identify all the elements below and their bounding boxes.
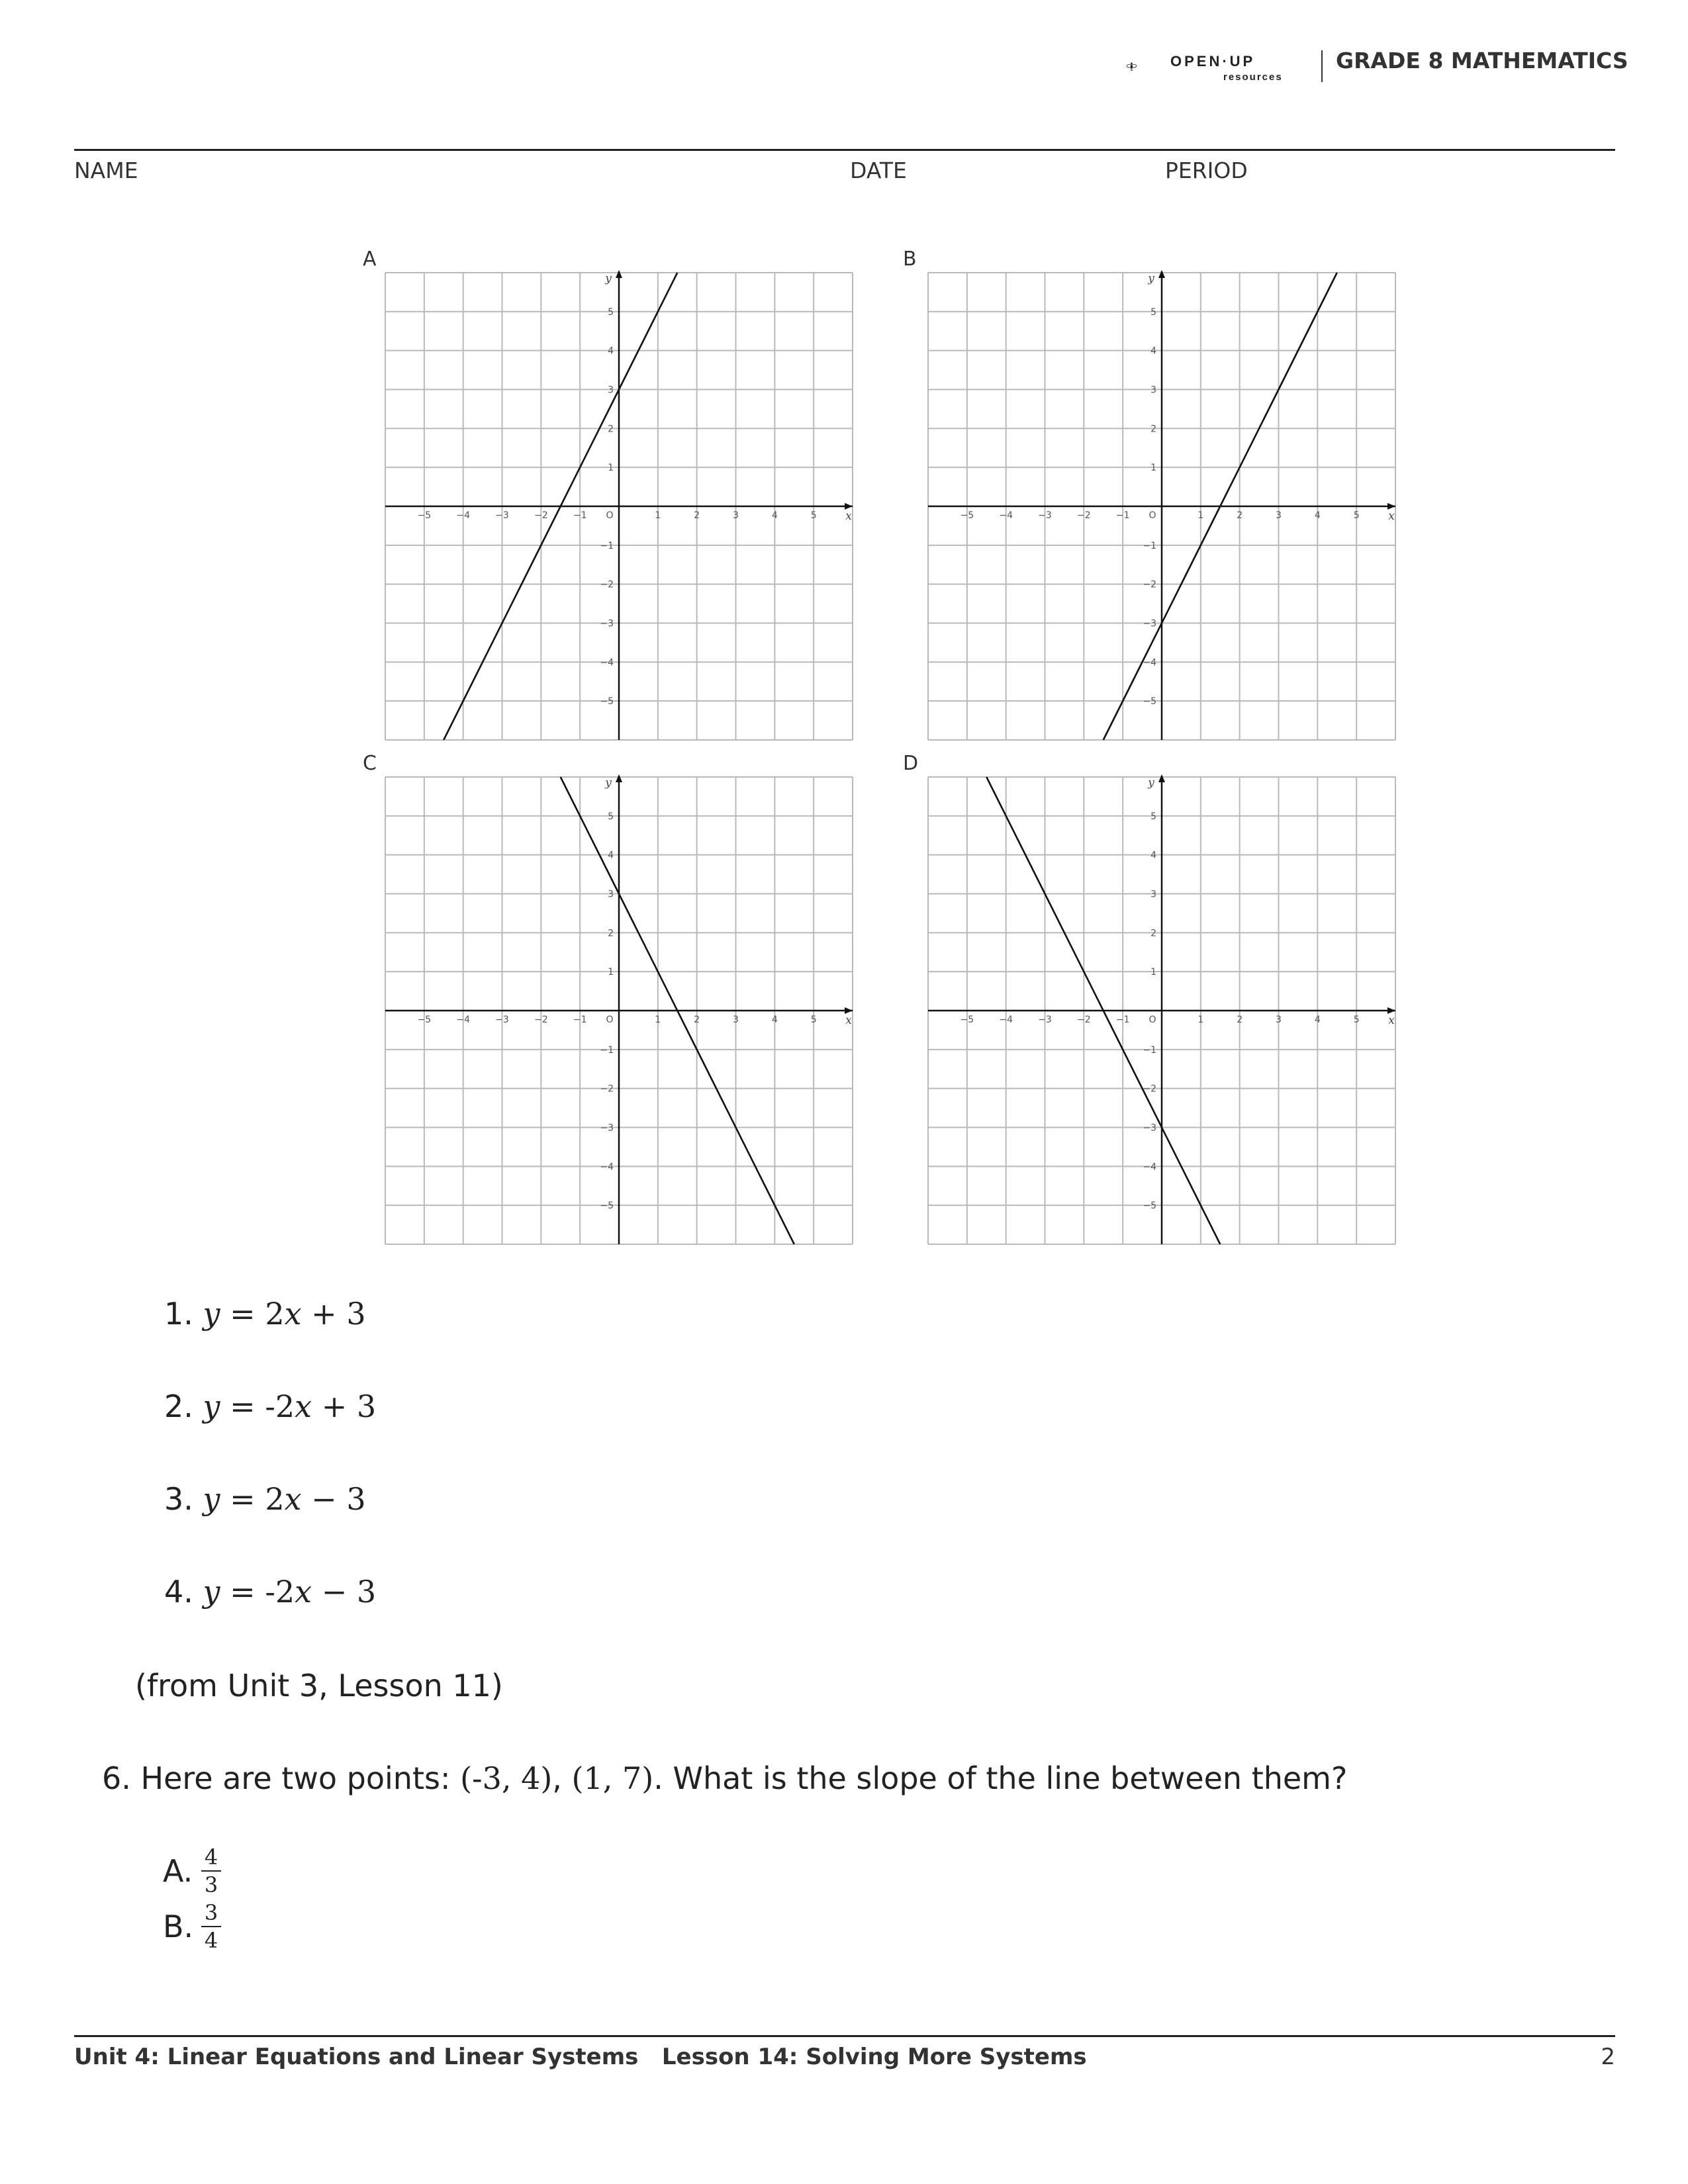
x-tick-label: 1: [1197, 510, 1204, 521]
date-label: DATE: [850, 158, 907, 183]
footer-rule: [74, 2035, 1615, 2037]
equation-var: x: [295, 1388, 312, 1424]
equation-op: +: [301, 1296, 347, 1332]
x-tick-label: 5: [810, 1015, 817, 1025]
question-suffix: . What is the slope of the line between them?: [653, 1760, 1348, 1796]
x-axis-arrow: [1387, 1007, 1395, 1014]
equation-const: 3: [346, 1296, 366, 1332]
choice-a-label: A.: [163, 1853, 193, 1889]
y-axis-name: y: [605, 776, 612, 790]
y-tick-label: 4: [1150, 850, 1156, 861]
y-tick-label: −3: [600, 1122, 614, 1134]
x-tick-label: 3: [1276, 1015, 1282, 1025]
header-divider: [1321, 50, 1323, 82]
x-axis-arrow: [1387, 503, 1395, 510]
x-tick-label: −2: [1077, 510, 1091, 521]
equation-coef: 2: [265, 1296, 285, 1332]
x-tick-label: −4: [999, 1015, 1013, 1025]
y-tick-label: −3: [1143, 1122, 1156, 1134]
x-tick-label: 2: [694, 1015, 700, 1025]
x-tick-label: −5: [417, 1015, 432, 1025]
y-axis-arrow: [616, 270, 622, 278]
y-tick-label: 5: [1150, 811, 1156, 822]
equation-equals: =: [220, 1296, 265, 1332]
y-tick-label: −1: [1143, 1044, 1156, 1056]
y-tick-label: −5: [1143, 1201, 1156, 1212]
page-number: 2: [1601, 2044, 1615, 2070]
question-prefix: Here are two points:: [140, 1760, 461, 1796]
x-tick-label: −3: [1038, 1015, 1052, 1025]
y-tick-label: 1: [1150, 967, 1156, 978]
equation-lhs: y: [203, 1296, 220, 1332]
x-tick-label: −2: [1077, 1015, 1091, 1025]
equation-lhs: y: [203, 1574, 220, 1610]
equation-var: x: [295, 1574, 312, 1610]
equation-const: 3: [346, 1481, 366, 1517]
y-tick-label: 3: [1150, 385, 1156, 396]
equation-coef: -2: [265, 1574, 295, 1610]
x-tick-label: −1: [1115, 510, 1130, 521]
x-tick-label: −2: [534, 1015, 548, 1025]
equation-op: −: [312, 1574, 357, 1610]
graph-d-label: D: [903, 752, 919, 775]
y-axis-name: y: [605, 272, 612, 285]
equation-lhs: y: [203, 1481, 220, 1517]
x-tick-label: −3: [1038, 510, 1052, 521]
equation-var: x: [284, 1296, 302, 1332]
logo-subtext: resources: [1223, 71, 1283, 83]
x-tick-label: −1: [573, 1015, 587, 1025]
equation-4: [164, 1574, 376, 1610]
origin-label: O: [606, 510, 614, 521]
footer-unit: Unit 4: Linear Equations and Linear Systems: [74, 2044, 639, 2070]
y-tick-label: −3: [600, 618, 614, 629]
graph-c-label: C: [363, 752, 377, 775]
x-tick-label: −3: [495, 510, 509, 521]
footer-lesson: Lesson 14: Solving More Systems: [661, 2044, 1087, 2070]
y-axis-arrow: [1158, 270, 1165, 278]
equation-number: 1.: [164, 1296, 193, 1332]
y-tick-label: 2: [1150, 424, 1156, 435]
question-number: 6.: [102, 1760, 131, 1796]
choice-b-label: B.: [163, 1909, 194, 1944]
y-tick-label: −5: [600, 696, 614, 707]
y-tick-label: 4: [1150, 345, 1156, 357]
y-tick-label: 4: [608, 850, 614, 861]
x-tick-label: −5: [960, 1015, 974, 1025]
x-tick-label: 3: [733, 1015, 739, 1025]
x-axis-name: x: [845, 510, 852, 523]
x-tick-label: −4: [456, 510, 470, 521]
equation-const: 3: [356, 1388, 377, 1424]
x-tick-label: −5: [417, 510, 432, 521]
y-tick-label: −3: [1143, 618, 1156, 629]
y-tick-label: 5: [608, 306, 614, 318]
equation-number: 4.: [164, 1574, 193, 1610]
fraction-bar: [201, 1870, 221, 1872]
y-tick-label: −4: [600, 657, 614, 668]
x-tick-label: 5: [1353, 1015, 1360, 1025]
origin-label: O: [1149, 1015, 1156, 1025]
name-label: NAME: [74, 158, 138, 183]
question-separator: ,: [552, 1760, 572, 1796]
y-tick-label: 3: [608, 889, 614, 900]
period-label: PERIOD: [1165, 158, 1248, 183]
equation-coef: -2: [265, 1388, 295, 1424]
choice-b-fraction: [201, 1902, 221, 1951]
x-tick-label: 4: [771, 1015, 778, 1025]
equation-lhs: y: [203, 1388, 220, 1424]
y-tick-label: −1: [1143, 540, 1156, 551]
equation-equals: =: [220, 1481, 265, 1517]
fraction-numerator: 3: [204, 1900, 218, 1925]
x-tick-label: −5: [960, 510, 974, 521]
y-tick-label: 1: [608, 967, 614, 978]
y-tick-label: 1: [608, 463, 614, 474]
equation-number: 3.: [164, 1481, 193, 1517]
source-note: (from Unit 3, Lesson 11): [135, 1668, 503, 1704]
y-tick-label: 4: [608, 345, 614, 357]
x-tick-label: 4: [1314, 1015, 1321, 1025]
equation-coef: 2: [265, 1481, 285, 1517]
equation-op: −: [301, 1481, 347, 1517]
fraction-numerator: 4: [204, 1844, 218, 1870]
y-tick-label: −2: [600, 1083, 614, 1095]
graph-d: [928, 777, 1395, 1244]
fraction-bar: [201, 1926, 221, 1927]
x-tick-label: 2: [1237, 510, 1243, 521]
x-tick-label: 3: [733, 510, 739, 521]
x-tick-label: −4: [999, 510, 1013, 521]
x-axis-arrow: [845, 503, 853, 510]
x-tick-label: 1: [1197, 1015, 1204, 1025]
x-tick-label: −1: [573, 510, 587, 521]
x-tick-label: −2: [534, 510, 548, 521]
equation-2: [164, 1388, 376, 1424]
x-axis-name: x: [845, 1014, 852, 1027]
x-tick-label: −3: [495, 1015, 509, 1025]
y-tick-label: 2: [608, 424, 614, 435]
x-tick-label: 4: [1314, 510, 1321, 521]
equation-op: +: [312, 1388, 357, 1424]
logo-wordmark: OPEN·UP: [1170, 53, 1256, 69]
graph-c: [385, 777, 853, 1244]
name-line: [74, 149, 1615, 151]
x-tick-label: 5: [1353, 510, 1360, 521]
equation-3: [164, 1481, 366, 1517]
x-axis-name: x: [1388, 1014, 1395, 1027]
y-tick-label: 2: [608, 928, 614, 939]
y-tick-label: 1: [1150, 463, 1156, 474]
x-tick-label: 1: [655, 510, 661, 521]
open-up-resources-logo-icon: [1125, 46, 1172, 87]
graph-a-label: A: [363, 248, 377, 271]
equation-number: 2.: [164, 1388, 193, 1424]
origin-label: O: [1149, 510, 1156, 521]
equation-1: [164, 1296, 366, 1332]
y-tick-label: −2: [600, 579, 614, 590]
footer-unit-lesson: [74, 2044, 1087, 2070]
equation-equals: =: [220, 1574, 265, 1610]
graph-b-label: B: [903, 248, 917, 271]
x-tick-label: 3: [1276, 510, 1282, 521]
fraction-denominator: 4: [204, 1928, 218, 1953]
question-6: [102, 1760, 1347, 1796]
origin-label: O: [606, 1015, 614, 1025]
document-title: GRADE 8 MATHEMATICS: [1336, 48, 1628, 73]
x-tick-label: 4: [771, 510, 778, 521]
y-tick-label: −2: [1143, 579, 1156, 590]
y-tick-label: 5: [1150, 306, 1156, 318]
point-1: (-3, 4): [460, 1760, 553, 1796]
y-tick-label: 2: [1150, 928, 1156, 939]
y-tick-label: −4: [1143, 1161, 1156, 1173]
y-tick-label: 5: [608, 811, 614, 822]
x-axis-arrow: [845, 1007, 853, 1014]
y-tick-label: −4: [1143, 657, 1156, 668]
fraction-denominator: 3: [204, 1872, 218, 1897]
x-tick-label: 2: [1237, 1015, 1243, 1025]
y-tick-label: −1: [600, 540, 614, 551]
y-tick-label: −5: [1143, 696, 1156, 707]
x-tick-label: 1: [655, 1015, 661, 1025]
y-tick-label: −4: [600, 1161, 614, 1173]
x-tick-label: −4: [456, 1015, 470, 1025]
graph-a: [385, 273, 853, 740]
x-tick-label: 2: [694, 510, 700, 521]
y-tick-label: −1: [600, 1044, 614, 1056]
y-tick-label: 3: [1150, 889, 1156, 900]
y-axis-arrow: [616, 774, 622, 782]
choice-a-fraction: [201, 1846, 221, 1895]
equation-var: x: [284, 1481, 302, 1517]
x-axis-name: x: [1388, 510, 1395, 523]
x-tick-label: 5: [810, 510, 817, 521]
y-axis-name: y: [1148, 272, 1154, 285]
point-2: (1, 7): [571, 1760, 654, 1796]
equation-const: 3: [356, 1574, 377, 1610]
y-tick-label: −2: [1143, 1083, 1156, 1095]
x-tick-label: −1: [1115, 1015, 1130, 1025]
y-tick-label: −5: [600, 1201, 614, 1212]
y-axis-name: y: [1148, 776, 1154, 790]
y-axis-arrow: [1158, 774, 1165, 782]
graph-b: [928, 273, 1395, 740]
y-tick-label: 3: [608, 385, 614, 396]
equation-equals: =: [220, 1388, 265, 1424]
